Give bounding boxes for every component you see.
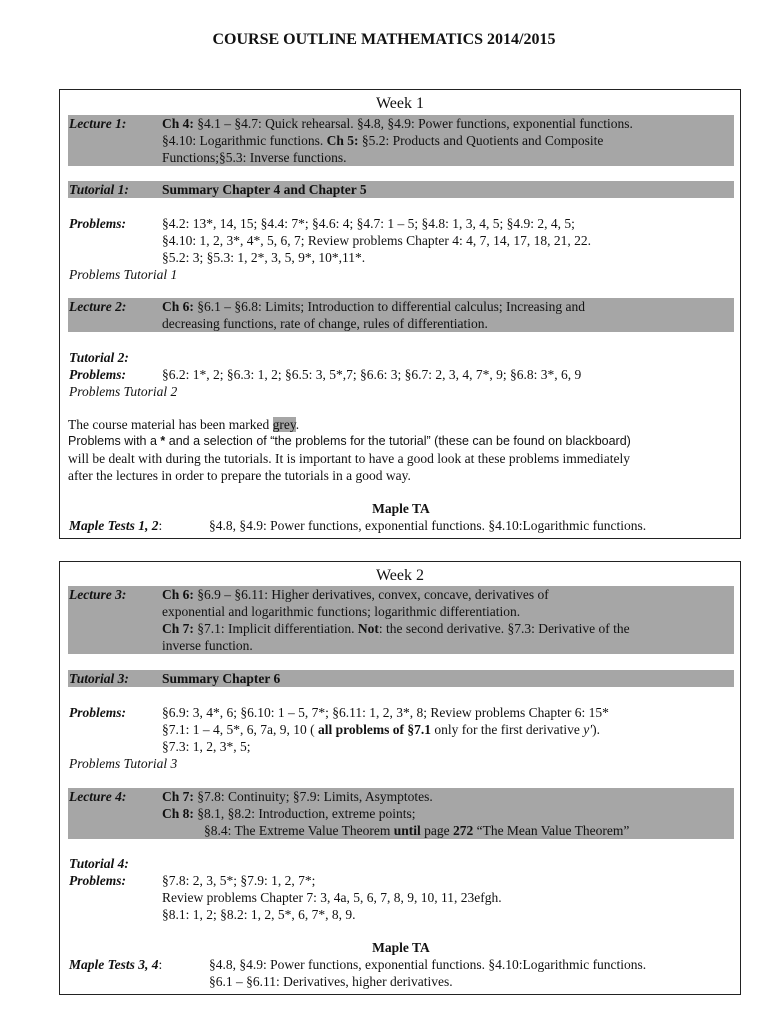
problems-label: Problems: — [69, 216, 126, 231]
problems-label: Problems: — [69, 873, 126, 888]
chapter-ref: Ch 6: — [162, 587, 194, 602]
page-number: 272 — [452, 823, 474, 838]
week-1-heading: Week 1 — [375, 95, 425, 112]
problems-line: §6.2: 1*, 2; §6.3: 1, 2; §6.5: 3, 5*,7; §6.6: 3; §6.7: 2, 3, 4, 7*, 9; §6.8: 3*, 6, 9 — [162, 367, 582, 382]
tutorial-4-block — [68, 855, 734, 923]
lecture-text: : the second derivative. §7.3: Derivative of the — [378, 621, 630, 636]
lecture-text: §8.4: The Extreme Value Theorem — [204, 823, 394, 838]
maple-tests-label: Maple Tests 1, 2 — [69, 518, 159, 533]
chapter-ref: Ch 5: — [326, 133, 359, 148]
problems-3-block — [68, 704, 734, 772]
problems-label: Problems: — [69, 367, 126, 382]
tutorial-4-label: Tutorial 4: — [69, 856, 129, 871]
page-title: COURSE OUTLINE MATHEMATICS 2014/2015 — [212, 31, 556, 48]
problems-line: §6.9: 3, 4*, 6; §6.10: 1 – 5, 7*; §6.11: 1, 2, 3*, 8; Review problems Chapter 6: 15* — [162, 705, 609, 720]
problems-line: §7.8: 2, 3, 5*; §7.9: 1, 2, 7*; — [162, 873, 316, 888]
lecture-text: §6.9 – §6.11: Higher derivatives, convex, concave, derivatives of — [193, 587, 549, 602]
chapter-ref: Ch 7: — [162, 621, 194, 636]
lecture-4-row — [68, 788, 734, 839]
problems-line: §4.2: 13*, 14, 15; §4.4: 7*; §4.6: 4; §4.7: 1 – 5; §4.8: 1, 3, 4, 5; §4.9: 2, 4, 5; — [162, 216, 575, 231]
week-2-heading: Week 2 — [375, 567, 425, 584]
problems-tutorial-2-note: Problems Tutorial 2 — [69, 384, 178, 399]
lecture-text: decreasing functions, rate of change, rules of differentiation. — [162, 316, 488, 331]
info-text: Problems with a — [68, 434, 161, 448]
info-paragraph — [68, 416, 734, 484]
info-text: after the lectures in order to prepare the tutorials in a good way. — [68, 468, 411, 483]
maple-2-block — [68, 939, 734, 990]
lecture-text: §4.1 – §4.7: Quick rehearsal. §4.8, §4.9: Power functions, exponential functions. — [193, 116, 633, 131]
colon: : — [158, 957, 163, 972]
lecture-text: exponential and logarithmic functions; logarithmic differentiation. — [162, 604, 521, 619]
chapter-ref: Ch 7: — [162, 789, 194, 804]
maple-ta-heading: Maple TA — [372, 501, 430, 516]
maple-ta-heading: Maple TA — [372, 940, 430, 955]
info-text: The course material has been marked — [68, 417, 273, 432]
problems-label: Problems: — [69, 705, 126, 720]
grey-highlight: grey — [272, 417, 296, 432]
problems-line: §7.1: 1 – 4, 5*, 6, 7a, 9, 10 ( — [162, 722, 318, 737]
info-text: . — [295, 417, 300, 432]
star-marker: * — [160, 434, 166, 448]
problems-line: ). — [592, 722, 600, 737]
lecture-2-row — [68, 298, 734, 332]
lecture-text: §7.8: Continuity; §7.9: Limits, Asymptotes. — [193, 789, 433, 804]
lecture-text: inverse function. — [162, 638, 253, 653]
chapter-ref: Ch 8: — [162, 806, 194, 821]
lecture-1-row — [68, 115, 734, 166]
maple-tests-label: Maple Tests 3, 4 — [69, 957, 159, 972]
lecture-3-row — [68, 586, 734, 654]
colon: : — [158, 518, 163, 533]
problems-line: §8.1: 1, 2; §8.2: 1, 2, 5*, 6, 7*, 8, 9. — [162, 907, 356, 922]
maple-tests-text: §4.8, §4.9: Power functions, exponential functions. §4.10:Logarithmic functions. — [209, 957, 647, 972]
maple-tests-text: §4.8, §4.9: Power functions, exponential functions. §4.10:Logarithmic functions. — [209, 518, 647, 533]
lecture-2-label: Lecture 2: — [69, 299, 127, 314]
tutorial-3-label: Tutorial 3: — [69, 671, 129, 686]
lecture-4-label: Lecture 4: — [69, 789, 127, 804]
tutorial-1-text: Summary Chapter 4 and Chapter 5 — [162, 182, 367, 197]
lecture-1-label: Lecture 1: — [69, 116, 127, 131]
tutorial-3-text: Summary Chapter 6 — [162, 671, 281, 686]
lecture-text: §8.1, §8.2: Introduction, extreme points; — [193, 806, 416, 821]
problems-line: only for the first derivative — [431, 722, 584, 737]
lecture-text: “The Mean Value Theorem” — [473, 823, 630, 838]
info-text: and a selection of “the problems for the tutorial” (these can be found on blackboard) — [165, 434, 631, 448]
tutorial-2-block — [68, 349, 734, 400]
week-1-section — [59, 89, 741, 539]
lecture-text: §7.1: Implicit differentiation. — [193, 621, 358, 636]
chapter-ref: Ch 4: — [162, 116, 194, 131]
lecture-text: §4.10: Logarithmic functions. — [162, 133, 327, 148]
problems-tutorial-3-note: Problems Tutorial 3 — [69, 756, 178, 771]
problems-line: Review problems Chapter 7: 3, 4a, 5, 6, 7, 8, 9, 10, 11, 23efgh. — [162, 890, 502, 905]
lecture-3-label: Lecture 3: — [69, 587, 127, 602]
maple-1-block — [68, 500, 734, 534]
lecture-text: §5.2: Products and Quotients and Composite — [358, 133, 604, 148]
info-text: will be dealt with during the tutorials. It is important to have a good look at these problems immediately — [68, 451, 631, 466]
until-emphasis: until — [393, 823, 421, 838]
y-prime: y' — [583, 722, 593, 737]
maple-tests-text: §6.1 – §6.11: Derivatives, higher derivatives. — [209, 974, 453, 989]
tutorial-3-row — [68, 670, 734, 687]
tutorial-2-label: Tutorial 2: — [69, 350, 129, 365]
problems-line: §4.10: 1, 2, 3*, 4*, 5, 6, 7; Review problems Chapter 4: 4, 7, 14, 17, 18, 21, 22. — [162, 233, 591, 248]
tutorial-1-row — [68, 181, 734, 198]
problems-1-block — [68, 215, 734, 283]
problems-tutorial-1-note: Problems Tutorial 1 — [69, 267, 178, 282]
problems-line: §7.3: 1, 2, 3*, 5; — [162, 739, 251, 754]
lecture-text: Functions;§5.3: Inverse functions. — [162, 150, 347, 165]
not-emphasis: Not — [357, 621, 379, 636]
week-2-section — [59, 561, 741, 995]
lecture-text: §6.1 – §6.8: Limits; Introduction to differential calculus; Increasing and — [193, 299, 586, 314]
tutorial-1-label: Tutorial 1: — [69, 182, 129, 197]
problems-line: §5.2: 3; §5.3: 1, 2*, 3, 5, 9*, 10*,11*. — [162, 250, 366, 265]
chapter-ref: Ch 6: — [162, 299, 194, 314]
emphasis: all problems of §7.1 — [318, 722, 432, 737]
lecture-text: page — [420, 823, 453, 838]
